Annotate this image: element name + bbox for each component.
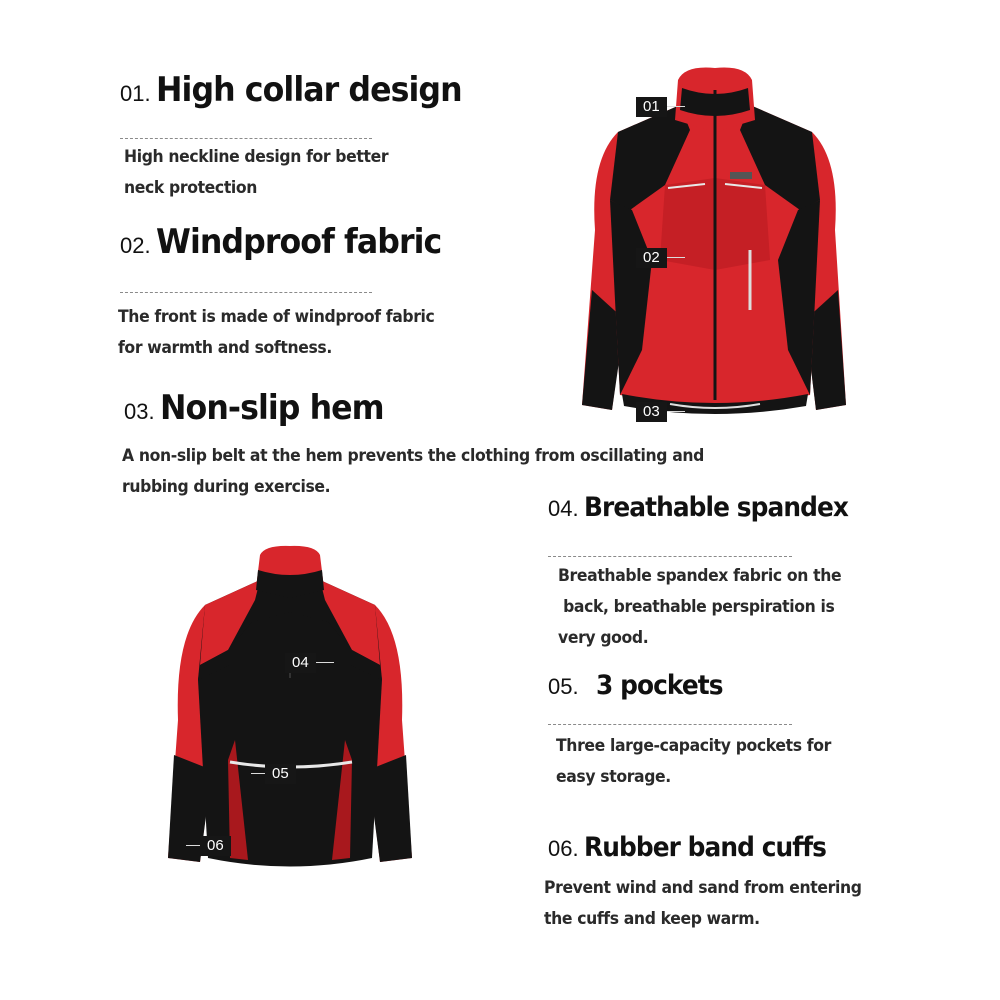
jacket-back-image [160, 540, 420, 880]
description-line: rubbing during exercise. [122, 477, 331, 497]
description-line: High neckline design for better [124, 147, 389, 167]
description-line: back, breathable perspiration is [558, 597, 835, 617]
feature-number: 01. [120, 81, 151, 106]
feature-05-description [556, 731, 831, 793]
callout-03: 03 [636, 402, 667, 422]
callout-01: 01 [636, 97, 667, 117]
callout-04: 04 [285, 653, 316, 673]
feature-number: 05. [548, 674, 579, 699]
description-line: easy storage. [556, 767, 671, 787]
feature-06-heading [548, 832, 847, 863]
description-line: A non-slip belt at the hem prevents the clothing from oscillating and [122, 446, 704, 466]
feature-title: Windproof fabric [155, 222, 442, 262]
jacket-front-illustration [570, 60, 860, 430]
feature-title: High collar design [155, 70, 462, 110]
feature-01-description [124, 142, 388, 204]
feature-05-heading [548, 670, 733, 701]
feature-title: Breathable spandex [583, 492, 848, 523]
feature-04-description [558, 561, 841, 654]
callout-06: 06 [200, 836, 231, 856]
description-line: Breathable spandex fabric on the [558, 566, 842, 586]
feature-03-heading [124, 388, 400, 428]
feature-02-description [118, 302, 434, 364]
jacket-front-image [570, 60, 860, 430]
description-line: for warmth and softness. [118, 338, 332, 358]
feature-title: 3 pockets [595, 670, 723, 701]
divider [548, 724, 792, 725]
description-line: very good. [558, 628, 649, 648]
callout-05: 05 [265, 764, 296, 784]
jacket-back-illustration [160, 540, 420, 880]
feature-01-heading [120, 70, 484, 110]
description-line: Prevent wind and sand from entering [544, 878, 862, 898]
feature-04-heading [548, 492, 871, 523]
feature-title: Non-slip hem [159, 388, 384, 428]
description-line: The front is made of windproof fabric [118, 307, 435, 327]
feature-number: 04. [548, 496, 579, 521]
divider [120, 138, 372, 139]
description-line: Three large-capacity pockets for [556, 736, 831, 756]
description-line: neck protection [124, 178, 258, 198]
divider [120, 292, 372, 293]
divider [548, 556, 792, 557]
feature-number: 03. [124, 399, 155, 424]
feature-02-heading [120, 222, 463, 262]
callout-02: 02 [636, 248, 667, 268]
feature-title: Rubber band cuffs [583, 832, 826, 863]
feature-06-description [544, 873, 862, 935]
feature-number: 02. [120, 233, 151, 258]
feature-number: 06. [548, 836, 579, 861]
description-line: the cuffs and keep warm. [544, 909, 760, 929]
